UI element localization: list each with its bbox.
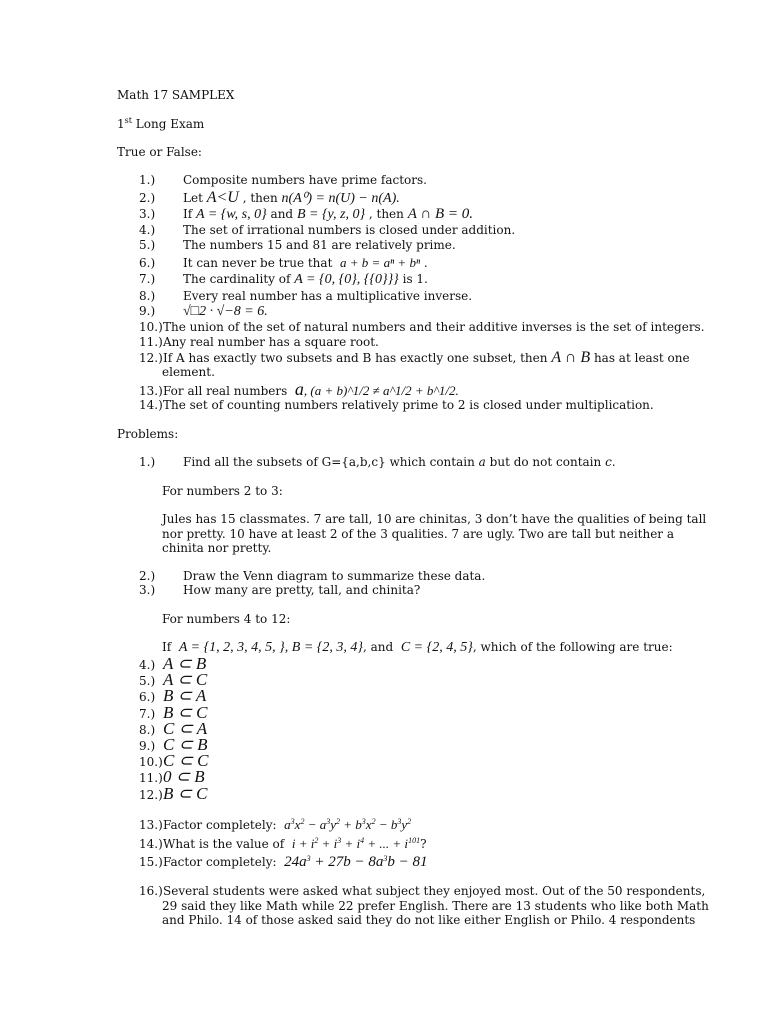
subset-item: 12.)B ⊂ C [139,784,208,803]
subset-item: 7.) B ⊂ C [139,703,208,722]
subset-item: 9.) C ⊂ B [139,735,208,754]
problem-1: 1.) Find all the subsets of G={a,b,c} which contain a but do not contain c. [139,455,616,469]
jules-line-3: chinita nor pretty. [162,541,272,555]
subset-item: 10.)C ⊂ C [139,751,209,770]
tf-item-8: 8.) Every real number has a multiplicative inverse. [139,289,473,303]
tf-item-9: 9.) √□2 · √−8 = 6. [139,304,268,319]
problem-16-line-2: 29 said they like Math while 22 prefer English. There are 13 students who like both Math [162,899,709,913]
problem-16-line-3: and Philo. 14 of those asked said they do not like either English or Philo. 4 respondents [162,913,696,927]
sets-definition: If A = {1, 2, 3, 4, 5, }, B = {2, 3, 4}, and C = {2, 4, 5}, which of the following are true: [162,640,673,655]
subset-item: 8.) C ⊂ A [139,719,208,738]
jules-line-1: Jules has 15 classmates. 7 are tall, 10 are chinitas, 3 don’t have the qualities of being tall [162,512,707,526]
exam-subtitle: 1st Long Exam [117,116,205,131]
problem-15-expression: $24a^3 + 27b - 8a^3b - 81$ [284,854,428,870]
problem-13-expression: $a^3x^2 - a^3y^2 + b^3x^2 - b^3y^2$ [284,817,412,832]
problem-3: 3.) How many are pretty, tall, and chinita? [139,583,421,597]
tf-item-10: 10.)The union of the set of natural numbers and their additive inverses is the set of integers. [139,320,705,334]
problem-14: 14.)What is the value of $i + i^2 + i^3 + i^4$ + ... + $i^{101}$? [139,836,427,851]
section-problems: Problems: [117,427,179,441]
problem-13: 13.)Factor completely: $a^3x^2 - a^3y^2 + b^3x^2 - b^3y^2$ [139,817,412,832]
for-numbers-4-12: For numbers 4 to 12: [162,612,291,626]
problem-16: 16.)Several students were asked what subject they enjoyed most. Out of the 50 respondents, [139,884,706,898]
tf-item-13: 13.)For all real numbers a, (a + b)^1/2 ≠ a^1/2 + b^1/2. [139,379,459,399]
tf-item-7: 7.) The cardinality of A = {0, {0}, {{0}}} is 1. [139,272,428,287]
jules-line-2: nor pretty. 10 have at least 2 of the 3 qualities. 7 are ugly. Two are tall but neither a [162,527,675,541]
tf-item-4: 4.) The set of irrational numbers is closed under addition. [139,223,516,237]
tf-item-12: 12.)If A has exactly two subsets and B has exactly one subset, then A ∩ B has at least one [139,349,690,366]
subset-item: 5.) A ⊂ C [139,670,208,689]
tf-item-2: 2.) Let A<U , then n(A⁰) = n(U) − n(A). [139,189,400,206]
tf-item-1: 1.) Composite numbers have prime factors. [139,173,427,187]
problem-2: 2.) Draw the Venn diagram to summarize these data. [139,569,486,583]
problem-14-expression: $i + i^2 + i^3 + i^4$ + ... + $i^{101}$ [291,836,421,851]
tf-item-12-cont: element. [162,365,215,379]
for-numbers-2-3: For numbers 2 to 3: [162,484,283,498]
subset-item: 6.) B ⊂ A [139,686,207,705]
tf-item-11: 11.)Any real number has a square root. [139,335,379,349]
subset-item: 4.) A ⊂ B [139,654,207,673]
section-true-false: True or False: [117,145,202,159]
tf-item-5: 5.) The numbers 15 and 81 are relatively prime. [139,238,456,252]
exam-title: Math 17 SAMPLEX [117,88,235,102]
tf-item-14: 14.)The set of counting numbers relatively prime to 2 is closed under multiplication. [139,398,654,412]
tf-item-6: 6.) It can never be true that a + b = aⁿ + bⁿ . [139,255,428,270]
tf-item-3: 3.) If A = {w, s, 0} and B = {y, z, 0} , then A ∩ B = 0. [139,206,473,222]
problem-15: 15.)Factor completely: $24a^3 + 27b - 8a^3b - 81$ [139,854,428,870]
subset-item: 11.)0 ⊂ B [139,767,205,786]
